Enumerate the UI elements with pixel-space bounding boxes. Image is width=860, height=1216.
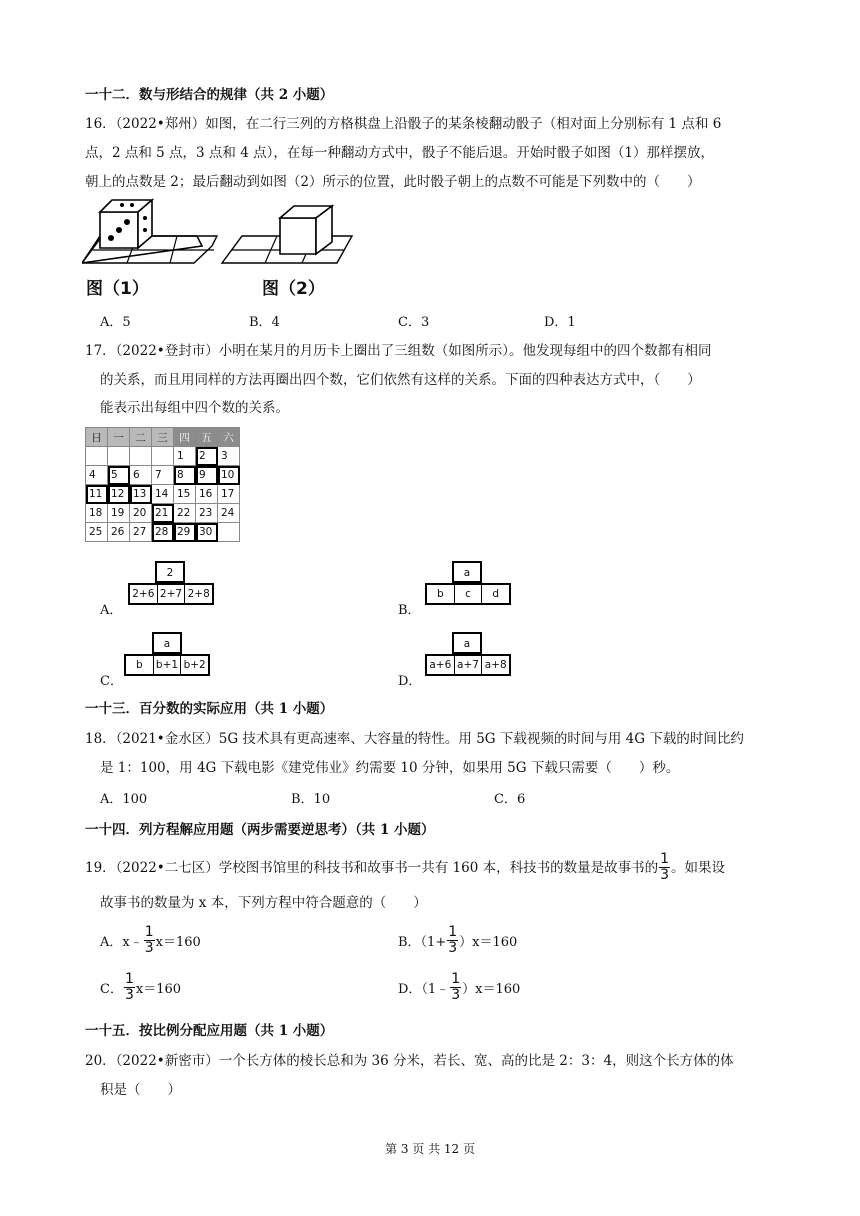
shape-cell: b+1 [154, 656, 182, 674]
section-heading-14: 一十四．列方程解应用题（两步需要逆思考）（共 1 小题） [85, 822, 435, 838]
shape-cell: a+8 [484, 659, 507, 671]
q17-option-d-label: D． [398, 674, 422, 689]
question-16-line-2: 点，2 点和 5 点，3 点和 4 点），在每一种翻动方式中，骰子不能后退。开始时骰子如图（1）那样摆放， [85, 145, 714, 161]
question-17-line-1: 17．（2022•登封市）小明在某月的月历卡上圈出了三组数（如图所示）。他发现每组中的四个数都有相同 [85, 343, 712, 359]
calendar-cell: 25 [86, 523, 108, 542]
fraction-numerator: 1 [448, 924, 458, 940]
calendar-table [85, 427, 240, 542]
calendar-cell: 11 [86, 485, 108, 504]
shape-cell: d [492, 588, 500, 600]
calendar-row [86, 485, 240, 504]
calendar-cell: 3 [218, 447, 240, 466]
q17-option-d-shape [425, 632, 517, 682]
fraction-one-third [144, 925, 155, 956]
dice-2-icon [280, 206, 332, 254]
fraction-one-third [450, 972, 461, 1003]
calendar-cell [130, 447, 152, 466]
fraction-denominator: 3 [144, 940, 154, 956]
calendar-cell: 13 [130, 485, 152, 504]
shape-cell: c [455, 585, 483, 603]
calendar-cell [86, 447, 108, 466]
fraction-one-third [659, 852, 670, 883]
question-18-line-2: 是 1：100，用 4G 下载电影《建党伟业》约需要 10 分钟，如果用 5G 下载只需要（ ）秒。 [100, 760, 680, 776]
question-19-line-2: 故事书的数量为 x 本，下列方程中符合题意的（ ） [100, 895, 427, 911]
calendar-header: 六 [218, 428, 240, 447]
calendar-cell: 14 [152, 485, 174, 504]
dice-1-icon [100, 200, 152, 248]
shape-bottom-row [128, 583, 214, 605]
calendar-cell: 21 [152, 504, 174, 523]
shape-bottom-row [124, 654, 210, 676]
question-19-line-1 [85, 852, 725, 883]
q18-option-c: C．6 [494, 792, 526, 807]
calendar-cell: 1 [174, 447, 196, 466]
section-heading-15: 一十五．按比例分配应用题（共 1 小题） [85, 1023, 334, 1039]
q19-option-c [100, 972, 181, 1003]
calendar-cell: 17 [218, 485, 240, 504]
calendar-cell: 29 [174, 523, 196, 542]
question-20-line-2: 积是（ ） [100, 1082, 181, 1098]
question-18-line-1: 18．（2021•金水区）5G 技术具有更高速率、大容量的特性。用 5G 下载视频的时间与用 4G 下载的时间比约 [85, 731, 744, 747]
calendar-header: 五 [196, 428, 218, 447]
q17-option-a-shape [128, 561, 220, 611]
calendar-cell: 28 [152, 523, 174, 542]
shape-bottom-row [425, 583, 511, 605]
question-20-line-1: 20．（2022•新密市）一个长方体的棱长总和为 36 分米，若长、宽、高的比是 2：3：4，则这个长方体的体 [85, 1053, 734, 1069]
fraction-numerator: 1 [124, 971, 134, 987]
q17-option-c-shape [124, 632, 216, 682]
shape-cell: 2+7 [158, 585, 186, 603]
q17-option-c-label: C． [100, 674, 123, 689]
calendar-header: 二 [130, 428, 152, 447]
question-19-text-end: 。如果设 [671, 859, 726, 876]
calendar-cell: 18 [86, 504, 108, 523]
shape-bottom-row [425, 654, 511, 676]
option-text: C． [100, 982, 123, 997]
calendar-cell [218, 523, 240, 542]
q16-option-c: C．3 [398, 315, 430, 330]
q17-option-a-label: A． [100, 603, 123, 618]
q19-option-b [398, 925, 517, 956]
q18-option-b: B．10 [291, 792, 331, 807]
calendar-cell: 20 [130, 504, 152, 523]
calendar-row [86, 504, 240, 523]
calendar-cell: 7 [152, 466, 174, 485]
calendar-cell: 4 [86, 466, 108, 485]
question-19-text: 19．（2022•二七区）学校图书馆里的科技书和故事书一共有 160 本，科技书的数量是故事书的 [85, 859, 659, 876]
shape-cell: b [126, 656, 154, 674]
shape-cell: b+2 [183, 659, 206, 671]
calendar-cell [108, 447, 130, 466]
q19-option-a [100, 925, 201, 956]
calendar-cell: 12 [108, 485, 130, 504]
fraction-denominator: 3 [448, 940, 458, 956]
calendar-cell: 9 [196, 466, 218, 485]
fraction-denominator: 3 [660, 867, 670, 883]
calendar-cell: 8 [174, 466, 196, 485]
option-text: B．（1+ [398, 935, 447, 950]
shape-cell: 2+8 [187, 588, 210, 600]
figure-2-label: 图（2） [262, 279, 325, 299]
shape-top-cell: a [452, 561, 482, 583]
calendar-cell: 24 [218, 504, 240, 523]
calendar-row [86, 523, 240, 542]
calendar-cell: 30 [196, 523, 218, 542]
shape-top-cell: a [152, 632, 182, 654]
option-text: x＝160 [135, 982, 182, 997]
fraction-denominator: 3 [451, 987, 461, 1003]
calendar-cell: 27 [130, 523, 152, 542]
calendar-cell: 6 [130, 466, 152, 485]
fraction-one-third [447, 925, 458, 956]
calendar-header: 三 [152, 428, 174, 447]
calendar-header: 一 [108, 428, 130, 447]
q16-option-b: B．4 [249, 315, 280, 330]
q16-option-d: D．1 [544, 315, 576, 330]
question-16-line-1: 16．（2022•郑州）如图，在二行三列的方格棋盘上沿骰子的某条棱翻动骰子（相对面上分别标有 1 点和 6 [85, 116, 722, 132]
q17-option-b-shape [425, 561, 517, 611]
q19-option-d [398, 972, 520, 1003]
option-text: ）x＝160 [459, 935, 518, 950]
question-17-line-2: 的关系，而且用同样的方法再圈出四个数，它们依然有这样的关系。下面的四种表达方式中，（ ） [100, 372, 701, 388]
shape-cell: a+7 [455, 656, 483, 674]
calendar-cell: 5 [108, 466, 130, 485]
calendar-cell: 15 [174, 485, 196, 504]
option-text: ）x＝160 [462, 982, 521, 997]
fraction-numerator: 1 [660, 851, 670, 867]
fraction-numerator: 1 [451, 971, 461, 987]
fraction-one-third [124, 972, 135, 1003]
calendar-cell: 22 [174, 504, 196, 523]
shape-cell: 2+6 [130, 585, 158, 603]
shape-cell: a+6 [427, 656, 455, 674]
calendar-cell: 19 [108, 504, 130, 523]
page-footer: 第 3 页 共 12 页 [385, 1142, 475, 1156]
question-17-line-3: 能表示出每组中四个数的关系。 [100, 400, 289, 416]
figure-1-label: 图（1） [86, 279, 149, 299]
section-heading-12: 一十二．数与形结合的规律（共 2 小题） [85, 87, 334, 103]
shape-top-cell: a [452, 632, 482, 654]
q16-option-a: A．5 [100, 315, 131, 330]
q18-option-a: A．100 [100, 792, 148, 807]
calendar-header: 日 [86, 428, 108, 447]
calendar-cell [152, 447, 174, 466]
calendar-cell: 10 [218, 466, 240, 485]
calendar-cell: 16 [196, 485, 218, 504]
calendar-row [86, 447, 240, 466]
calendar-cell: 23 [196, 504, 218, 523]
shape-top-cell: 2 [155, 561, 185, 583]
question-16-line-3: 朝上的点数是 2；最后翻动到如图（2）所示的位置，此时骰子朝上的点数不可能是下列数中的（ ） [85, 174, 701, 190]
calendar-header: 四 [174, 428, 196, 447]
calendar-row [86, 466, 240, 485]
calendar-header-row [86, 428, 240, 447]
option-text: A．x﹣ [100, 935, 143, 950]
shape-cell: b [427, 585, 455, 603]
fraction-denominator: 3 [124, 987, 134, 1003]
option-text: x＝160 [155, 935, 201, 950]
fraction-numerator: 1 [144, 924, 154, 940]
calendar-cell: 2 [196, 447, 218, 466]
q17-option-b-label: B． [398, 603, 421, 618]
section-heading-13: 一十三．百分数的实际应用（共 1 小题） [85, 701, 334, 717]
option-text: D．（1﹣ [398, 982, 450, 997]
calendar-cell: 26 [108, 523, 130, 542]
